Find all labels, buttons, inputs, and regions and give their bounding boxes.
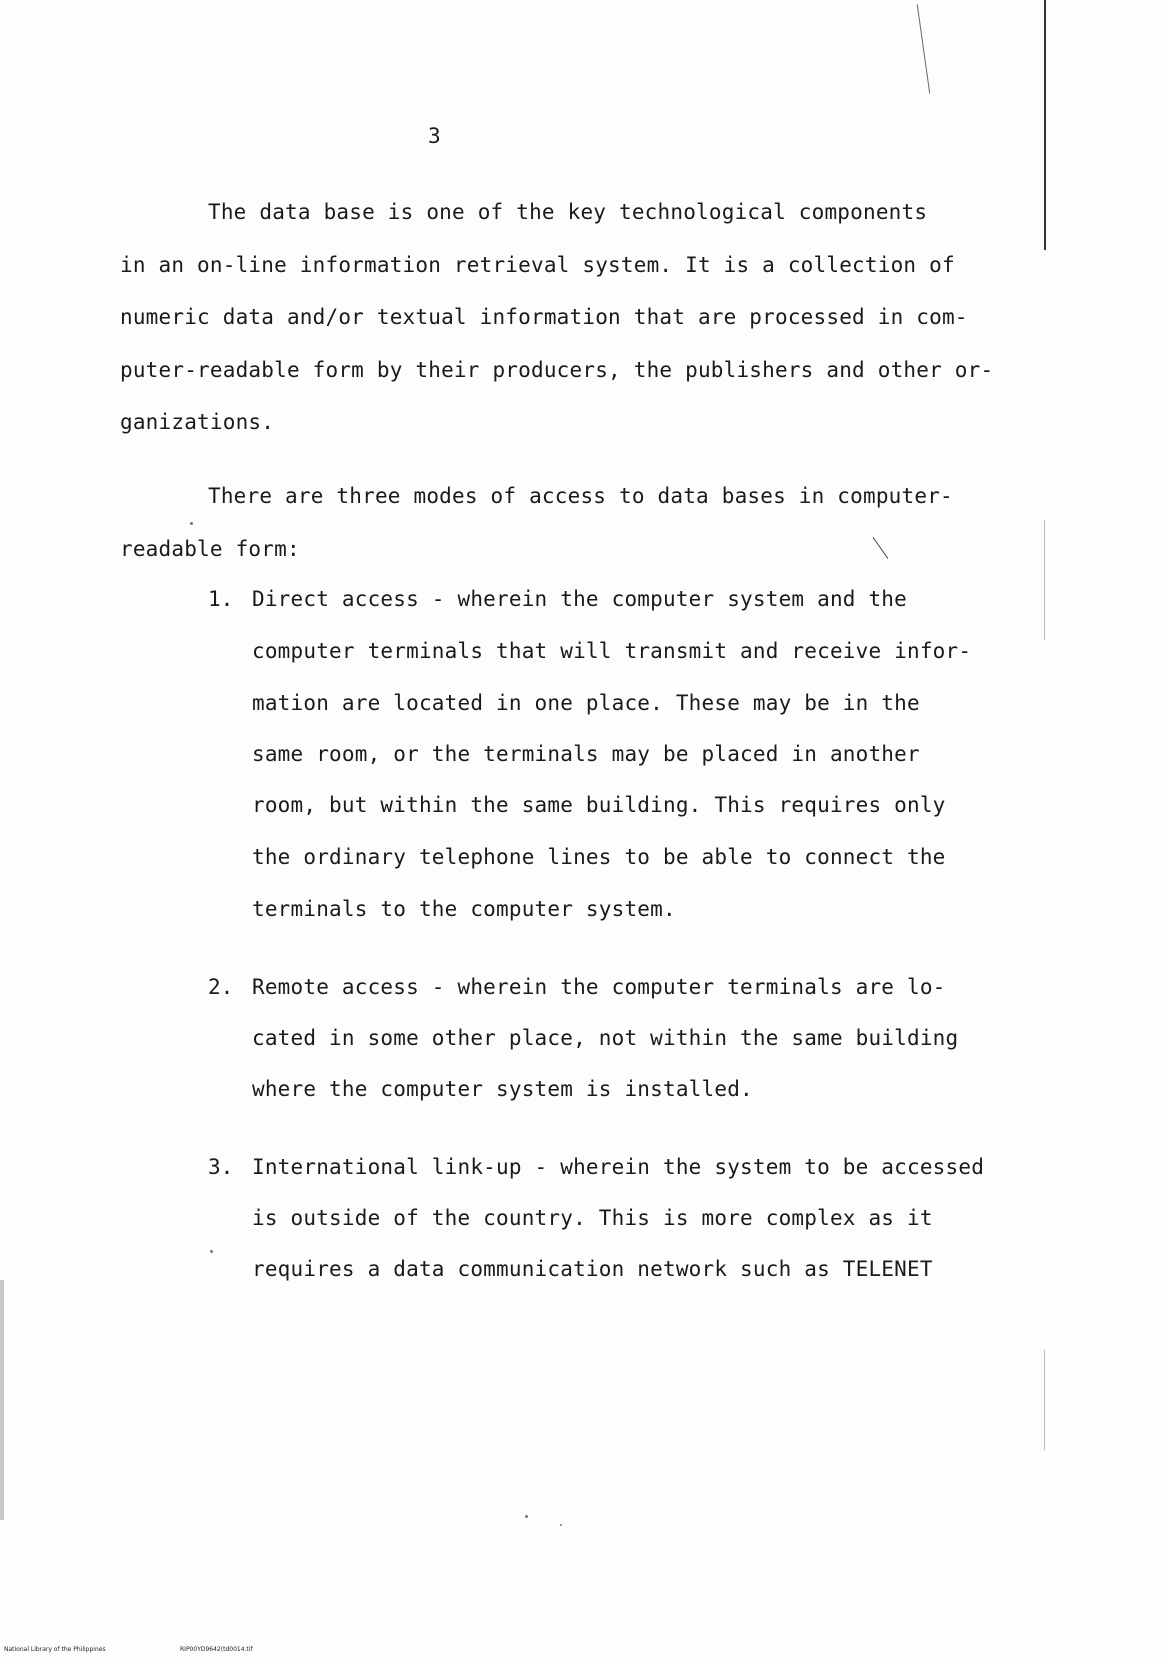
list-item-line: terminals to the computer system. [252,897,676,921]
scan-edge-dots [1044,520,1045,640]
paragraph-line: ganizations. [120,410,275,434]
list-item-number: 1. [208,587,234,611]
scan-speck [525,1515,528,1518]
list-item-line: is outside of the country. This is more complex as it [252,1206,933,1230]
list-item-line: requires a data communication network such as TELENET [252,1257,933,1281]
paragraph-line: puter-readable form by their producers, the publishers and other or- [120,358,994,382]
list-item-line: computer terminals that will transmit and receive infor- [252,639,972,663]
scan-speck [210,1250,213,1253]
list-item-line: same room, or the terminals may be placed in another [252,742,920,766]
list-item-line: cated in some other place, not within the same building [252,1026,959,1050]
footer-library-label: National Library of the Philippines [4,1646,106,1653]
scan-mark [873,537,889,559]
list-item-line: room, but within the same building. This requires only [252,793,946,817]
paragraph-line: readable form: [120,537,300,561]
paragraph-line: numeric data and/or textual information that are processed in com- [120,305,968,329]
list-item-line: the ordinary telephone lines to be able to connect the [252,845,946,869]
list-item-line: Direct access - wherein the computer system and the [252,587,907,611]
scan-speck [190,522,193,525]
list-item-number: 3. [208,1155,234,1179]
paragraph-line: The data base is one of the key technological components [208,200,928,224]
scan-edge-line [1044,0,1046,250]
page-number: 3 [428,124,441,148]
scan-speck [560,1524,562,1526]
paragraph-line: in an on-line information retrieval system. It is a collection of [120,253,955,277]
list-item-line: mation are located in one place. These may be in the [252,691,920,715]
scan-edge-dots [1044,1350,1045,1450]
list-item-line: Remote access - wherein the computer terminals are lo- [252,975,946,999]
list-item-number: 2. [208,975,234,999]
list-item-line: where the computer system is installed. [252,1077,753,1101]
scan-left-edge [0,1280,4,1520]
paragraph-line: There are three modes of access to data bases in computer- [208,484,953,508]
footer-file-id: RIP00YD9642(td0014.tif [180,1646,253,1653]
list-item-line: International link-up - wherein the system to be accessed [252,1155,985,1179]
scan-mark [917,4,931,93]
